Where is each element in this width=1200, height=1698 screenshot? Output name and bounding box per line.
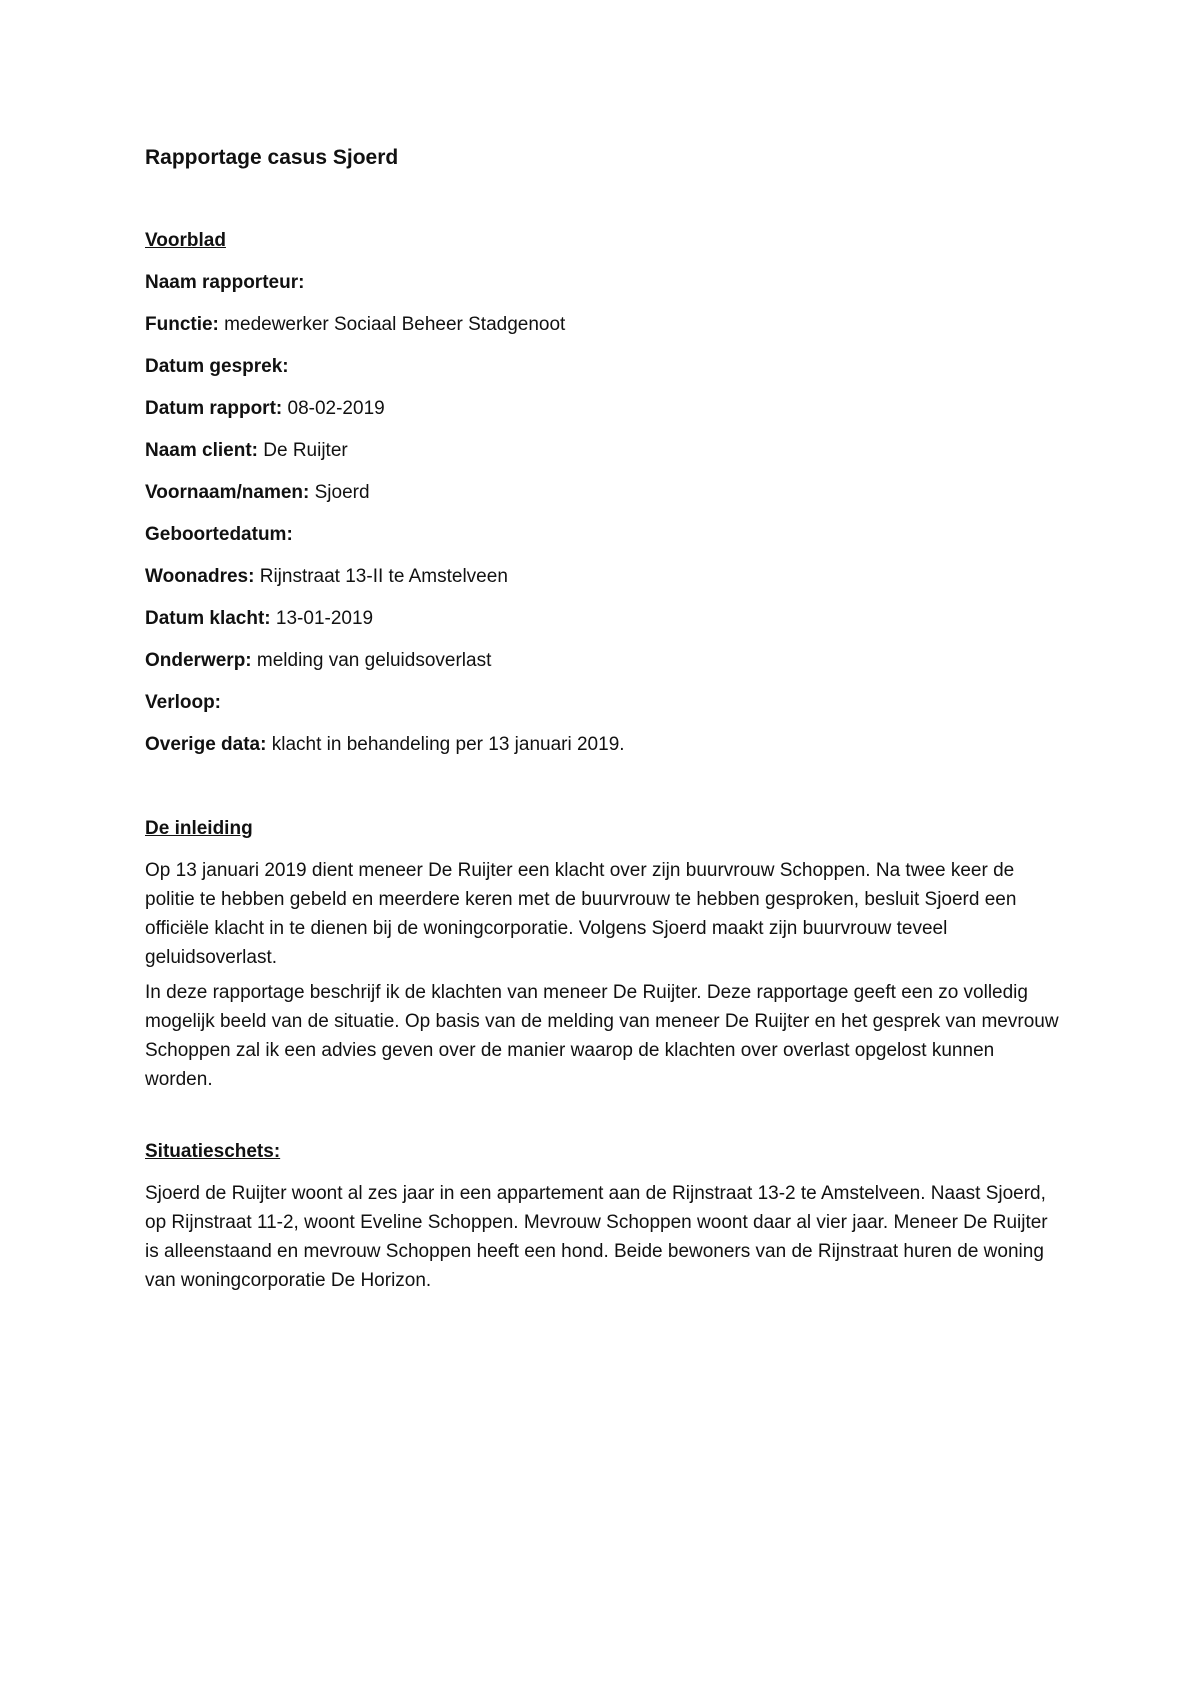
- field-datum-gesprek: [145, 355, 289, 379]
- field-label: Overige data:: [145, 734, 267, 755]
- field-overige-data: [145, 733, 625, 757]
- field-rapporteur: [145, 271, 304, 295]
- situation-heading: Situatieschets:: [145, 1141, 281, 1162]
- field-label: Voornaam/namen:: [145, 482, 310, 503]
- field-value: melding van geluidsoverlast: [251, 650, 492, 671]
- introduction-paragraph: Op 13 januari 2019 dient meneer De Ruijter een klacht over zijn buurvrouw Schoppen. Na twee keer de politie te hebben gebeld en meerdere keren met de buurvrouw te hebben gesproken, besluit Sjoerd een officiële klacht in te dienen bij de woningcorporatie. Volgens Sjoerd maakt zijn buurvrouw teveel geluidsoverlast.: [145, 860, 1017, 968]
- field-label: Functie:: [145, 314, 219, 335]
- field-voornaam: [145, 481, 370, 505]
- field-label: Datum gesprek:: [145, 356, 289, 377]
- field-value: 08-02-2019: [282, 398, 385, 419]
- field-naam-client: [145, 439, 348, 463]
- field-datum-rapport: [145, 397, 385, 421]
- field-label: Onderwerp:: [145, 650, 252, 671]
- introduction-paragraph: In deze rapportage beschrijf ik de klachten van meneer De Ruijter. Deze rapportage geeft een zo volledig mogelijk beeld van de situatie. Op basis van de melding van meneer De Ruijter en het gesprek van mevrouw Schoppen zal ik een advies geven over de manier waarop de klachten over overlast opgelost kunnen worden.: [145, 982, 1059, 1090]
- field-label: Verloop:: [145, 692, 222, 713]
- field-label: Datum klacht:: [145, 608, 271, 629]
- field-label: Woonadres:: [145, 566, 255, 587]
- field-label: Geboortedatum:: [145, 524, 293, 545]
- introduction-heading: De inleiding: [145, 818, 253, 839]
- field-datum-klacht: [145, 607, 373, 631]
- cover-heading: Voorblad: [145, 230, 226, 251]
- field-label: Naam client:: [145, 440, 258, 461]
- document-title: Rapportage casus Sjoerd: [145, 146, 399, 169]
- field-value: medewerker Sociaal Beheer Stadgenoot: [218, 314, 566, 335]
- field-value: 13-01-2019: [270, 608, 374, 629]
- field-geboortedatum: [145, 523, 293, 547]
- field-value: De Ruijter: [257, 440, 348, 461]
- field-functie: [145, 313, 565, 337]
- field-label: Datum rapport:: [145, 398, 283, 419]
- field-value: Rijnstraat 13-II te Amstelveen: [254, 566, 508, 587]
- situation-paragraph: Sjoerd de Ruijter woont al zes jaar in een appartement aan de Rijnstraat 13-2 te Amstelveen. Naast Sjoerd, op Rijnstraat 11-2, woont Eveline Schoppen. Mevrouw Schoppen woont daar al vier jaar. Meneer De Ruijter is alleenstaand en mevrouw Schoppen heeft een hond. Beide bewoners van de Rijnstraat huren de woning van woningcorporatie De Horizon.: [145, 1183, 1048, 1291]
- field-onderwerp: [145, 649, 491, 673]
- field-verloop: [145, 691, 221, 715]
- field-label: Naam rapporteur:: [145, 272, 305, 293]
- field-value: klacht in behandeling per 13 januari 2019.: [266, 734, 625, 755]
- field-woonadres: [145, 565, 508, 589]
- field-value: Sjoerd: [309, 482, 370, 503]
